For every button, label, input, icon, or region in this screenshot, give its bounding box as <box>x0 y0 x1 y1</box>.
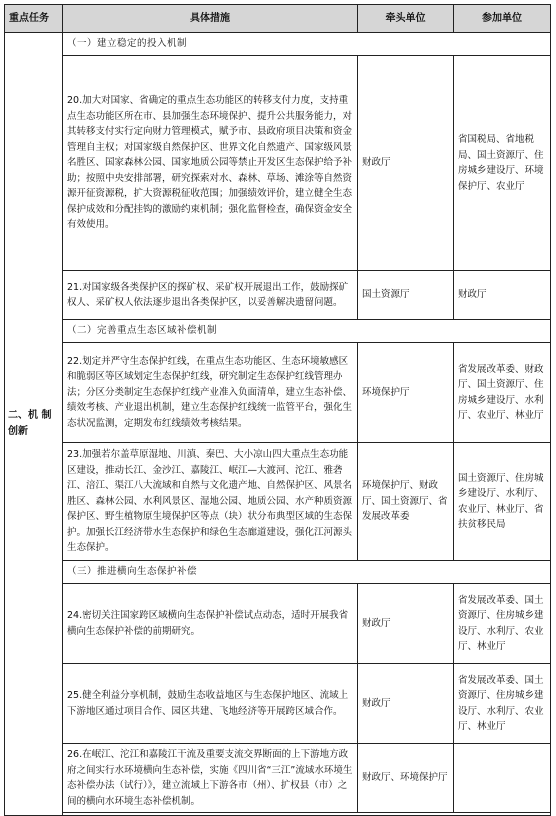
group-row <box>5 320 551 343</box>
participate-cell: 省发展改革委、财政厅、国土资源厅、住房城乡建设厅、水利厅、农业厅、林业厅 <box>454 343 551 443</box>
measure-cell: 24.密切关注国家跨区域横向生态保护补偿试点动态，适时开展我省横向生态保护补偿的前期研究。 <box>63 584 358 664</box>
table-row <box>5 664 551 744</box>
task-label: 二、机 制 创新 <box>8 410 52 437</box>
header-row <box>5 5 551 33</box>
group-title: （二）完善重点生态区域补偿机制 <box>63 320 551 343</box>
measure-cell: 25.健全利益分享机制，鼓励生态收益地区与生态保护地区、流域上下游地区通过项目合作、园区共建、飞地经济等开展跨区域合作。 <box>63 664 358 744</box>
participate-cell <box>454 744 551 813</box>
table-row <box>5 56 551 271</box>
measures-table <box>4 4 551 816</box>
group-row <box>5 33 551 56</box>
participate-cell: 省国税局、省地税局、国土资源厅、住房城乡建设厅、环境保护厅、农业厅 <box>454 56 551 271</box>
measure-cell: 26.在岷江、沱江和嘉陵江干流及重要支流交界断面的上下游地方政府之间实行水环境横向生态补偿，实施《四川省“三江”流域水环境生态补偿办法（试行）》，建立流域上下游各市（州）、扩权县（市）之间的横向水环境生态补偿机制。 <box>63 744 358 813</box>
header-participate: 参加单位 <box>454 5 551 33</box>
participate-cell: 省发展改革委、国土资源厅、住房城乡建设厅、水利厅、农业厅、林业厅 <box>454 664 551 744</box>
table-row <box>5 271 551 320</box>
header-measures: 具体措施 <box>63 5 358 33</box>
lead-cell: 环境保护厅、财政厅、国土资源厅、省发展改革委 <box>358 443 454 561</box>
lead-cell: 财政厅 <box>358 56 454 271</box>
group-row <box>5 561 551 584</box>
group-title: （三）推进横向生态保护补偿 <box>63 561 551 584</box>
table-row <box>5 744 551 813</box>
table-row <box>5 584 551 664</box>
lead-cell: 国土资源厅 <box>358 271 454 320</box>
measure-cell: 20.加大对国家、省确定的重点生态功能区的转移支付力度，支持重点生态功能区所在市、县加强生态环境保护、提升公共服务能力，对其转移支付实行定向财力管理模式，赋予市、县政府项目决策和资金管理自主权；对国家级自然保护区、世界文化自然遗产、国家级风景名胜区、国家森林公园、国家地质公园等禁止开发区生态保护给予补助；按照中央安排部署，研究探索对水、森林、草场、滩涂等自然资源开征资源税，扩大资源税征收范围；加强绩效评价，建立健全生态保护成效和分配挂钩的激励约束机制；强化监督检查，确保资金安全有效使用。 <box>63 56 358 271</box>
spacer-cell <box>63 813 551 816</box>
header-lead: 牵头单位 <box>358 5 454 33</box>
measure-cell: 21.对国家级各类保护区的探矿权、采矿权开展退出工作，鼓励探矿权人、采矿权人依法逐步退出各类保护区，以妥善解决遗留问题。 <box>63 271 358 320</box>
group-title: （一）建立稳定的投入机制 <box>63 33 551 56</box>
measures-table-sheet <box>4 4 550 816</box>
participate-cell: 省发展改革委、国土资源厅、住房城乡建设厅、水利厅、农业厅、林业厅 <box>454 584 551 664</box>
task-cell <box>5 33 63 816</box>
participate-cell: 国土资源厅、住房城乡建设厅、水利厅、农业厅、林业厅、省扶贫移民局 <box>454 443 551 561</box>
lead-cell: 财政厅、环境保护厅 <box>358 744 454 813</box>
measure-cell: 22.划定并严守生态保护红线，在重点生态功能区、生态环境敏感区和脆弱区等区域划定生态保护红线，研究制定生态保护红线管理办法；分区分类制定生态保护红线产业准入负面清单，建立生态补偿、绩效考核、产业退出机制，建立生态保护红线统一监管平台，强化生态状况监测，定期发布红线绩效考核结果。 <box>63 343 358 443</box>
participate-cell: 财政厅 <box>454 271 551 320</box>
lead-cell: 财政厅 <box>358 584 454 664</box>
table-row <box>5 343 551 443</box>
lead-cell: 环境保护厅 <box>358 343 454 443</box>
measure-cell: 23.加强若尔盖草原湿地、川滇、秦巴、大小凉山四大重点生态功能区建设，推动长江、金沙江、嘉陵江、岷江—大渡河、沱江、雅砻江、涪江、渠江八大流域和自然与文化遗产地、自然保护区、风景名胜区、森林公园、水利风景区、湿地公园、地质公园、水产种质资源保护区、野生植物原生境保护区等点（块）状分布典型区域的生态保护。加强长江经济带水生态保护和绿色生态廊道建设，强化江河源头生态保护。 <box>63 443 358 561</box>
lead-cell: 财政厅 <box>358 664 454 744</box>
spacer-row <box>5 813 551 816</box>
table-row <box>5 443 551 561</box>
header-task: 重点任务 <box>5 5 63 33</box>
